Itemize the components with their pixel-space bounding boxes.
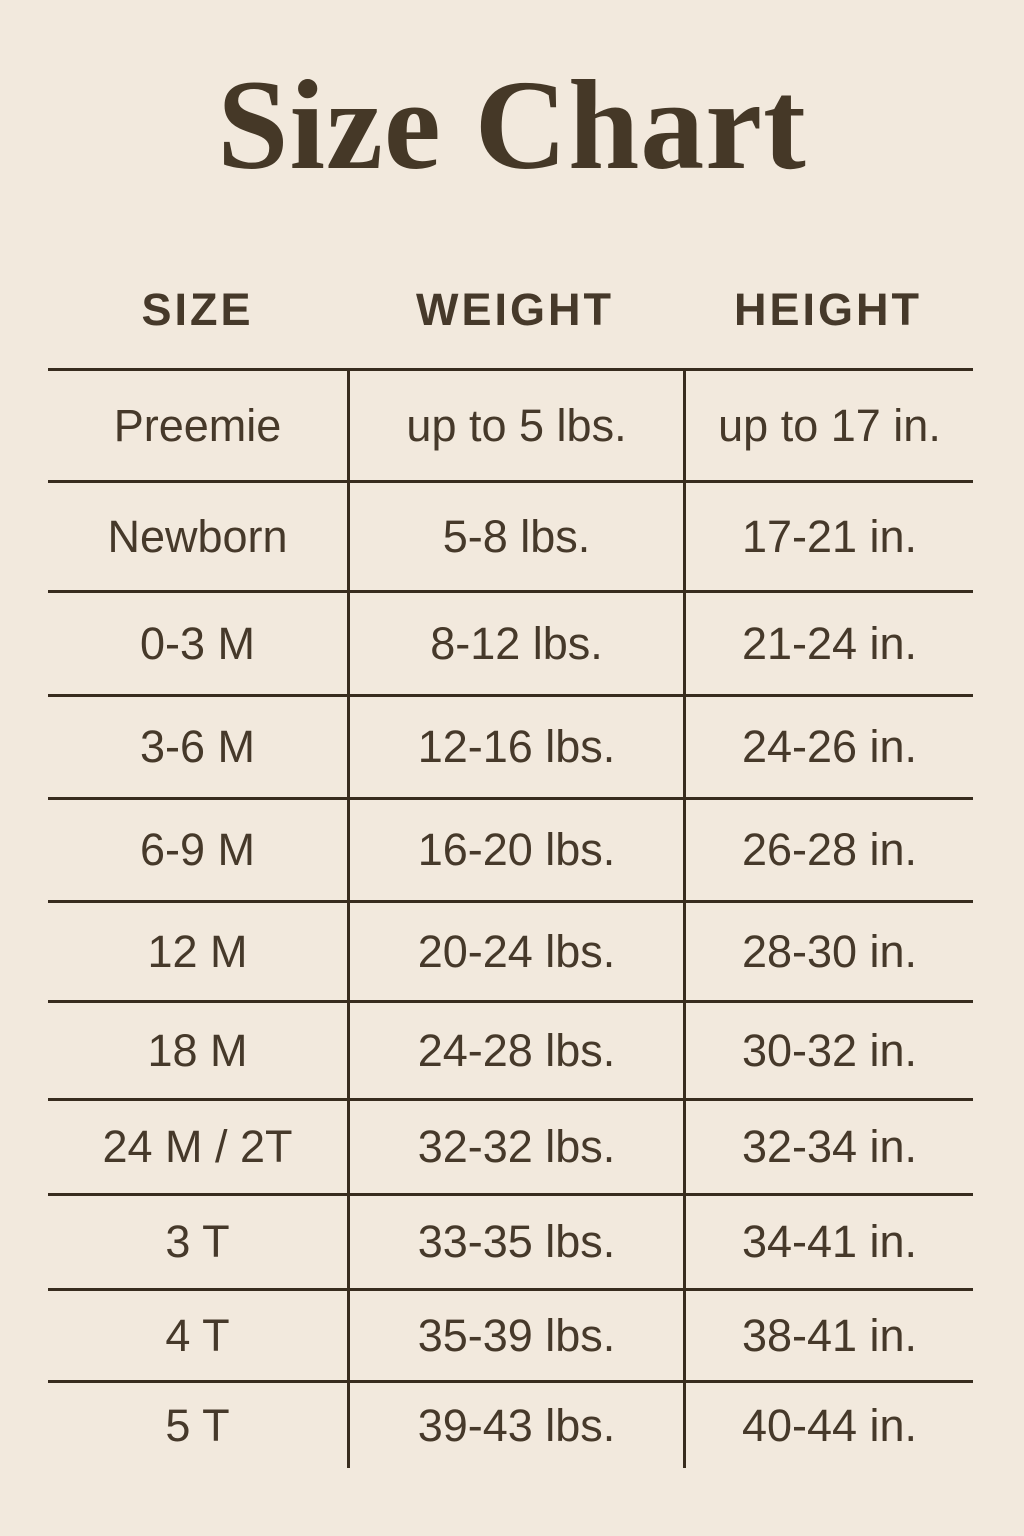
cell-size: 12 M xyxy=(147,925,248,977)
cell-size: 24 M / 2T xyxy=(102,1121,293,1172)
cell-weight: 8-12 lbs. xyxy=(347,593,683,694)
table-row-12m xyxy=(48,900,973,1000)
cell-weight: 33-35 lbs. xyxy=(347,1196,683,1288)
cell-weight: 32-32 lbs. xyxy=(347,1101,683,1193)
cell-weight: 24-28 lbs. xyxy=(347,1003,683,1098)
cell-weight: 35-39 lbs. xyxy=(347,1291,683,1380)
table-row-preemie xyxy=(48,368,973,480)
column-header-weight: WEIGHT xyxy=(416,284,614,335)
cell-weight: up to 5 lbs. xyxy=(347,371,683,480)
cell-size: 3 T xyxy=(165,1216,230,1267)
cell-height: 21-24 in. xyxy=(683,593,973,694)
cell-height: 32-34 in. xyxy=(683,1101,973,1193)
cell-size: 0-3 M xyxy=(139,617,256,669)
cell-size: Preemie xyxy=(113,399,282,451)
table-row-24m-2t xyxy=(48,1098,973,1193)
table-row-6-9m xyxy=(48,797,973,900)
cell-size: 5 T xyxy=(165,1399,230,1451)
cell-height: 40-44 in. xyxy=(683,1383,973,1468)
cell-weight: 12-16 lbs. xyxy=(347,697,683,797)
cell-size: 6-9 M xyxy=(139,824,256,875)
table-row-newborn xyxy=(48,480,973,590)
cell-size: 18 M xyxy=(147,1024,248,1076)
table-row-0-3m xyxy=(48,590,973,694)
cell-weight: 16-20 lbs. xyxy=(347,800,683,900)
table-header-row xyxy=(48,284,973,336)
table-row-3-6m xyxy=(48,694,973,797)
cell-weight: 39-43 lbs. xyxy=(347,1383,683,1468)
table-row-3t xyxy=(48,1193,973,1288)
cell-height: 34-41 in. xyxy=(683,1196,973,1288)
cell-height: 24-26 in. xyxy=(683,697,973,797)
table-row-5t xyxy=(48,1380,973,1468)
cell-height: 17-21 in. xyxy=(683,483,973,590)
page-title: Size Chart xyxy=(217,54,807,196)
table-row-18m xyxy=(48,1000,973,1098)
cell-height: 30-32 in. xyxy=(683,1003,973,1098)
cell-weight: 5-8 lbs. xyxy=(347,483,683,590)
cell-weight: 20-24 lbs. xyxy=(347,903,683,1000)
cell-height: 38-41 in. xyxy=(683,1291,973,1380)
size-table xyxy=(48,368,973,1468)
column-header-height: HEIGHT xyxy=(733,284,922,335)
cell-size: Newborn xyxy=(107,510,288,562)
cell-size: 4 T xyxy=(165,1309,230,1361)
cell-height: up to 17 in. xyxy=(683,371,973,480)
table-row-4t xyxy=(48,1288,973,1380)
cell-height: 28-30 in. xyxy=(683,903,973,1000)
cell-size: 3-6 M xyxy=(139,721,256,772)
column-header-size: SIZE xyxy=(141,284,254,335)
cell-height: 26-28 in. xyxy=(683,800,973,900)
